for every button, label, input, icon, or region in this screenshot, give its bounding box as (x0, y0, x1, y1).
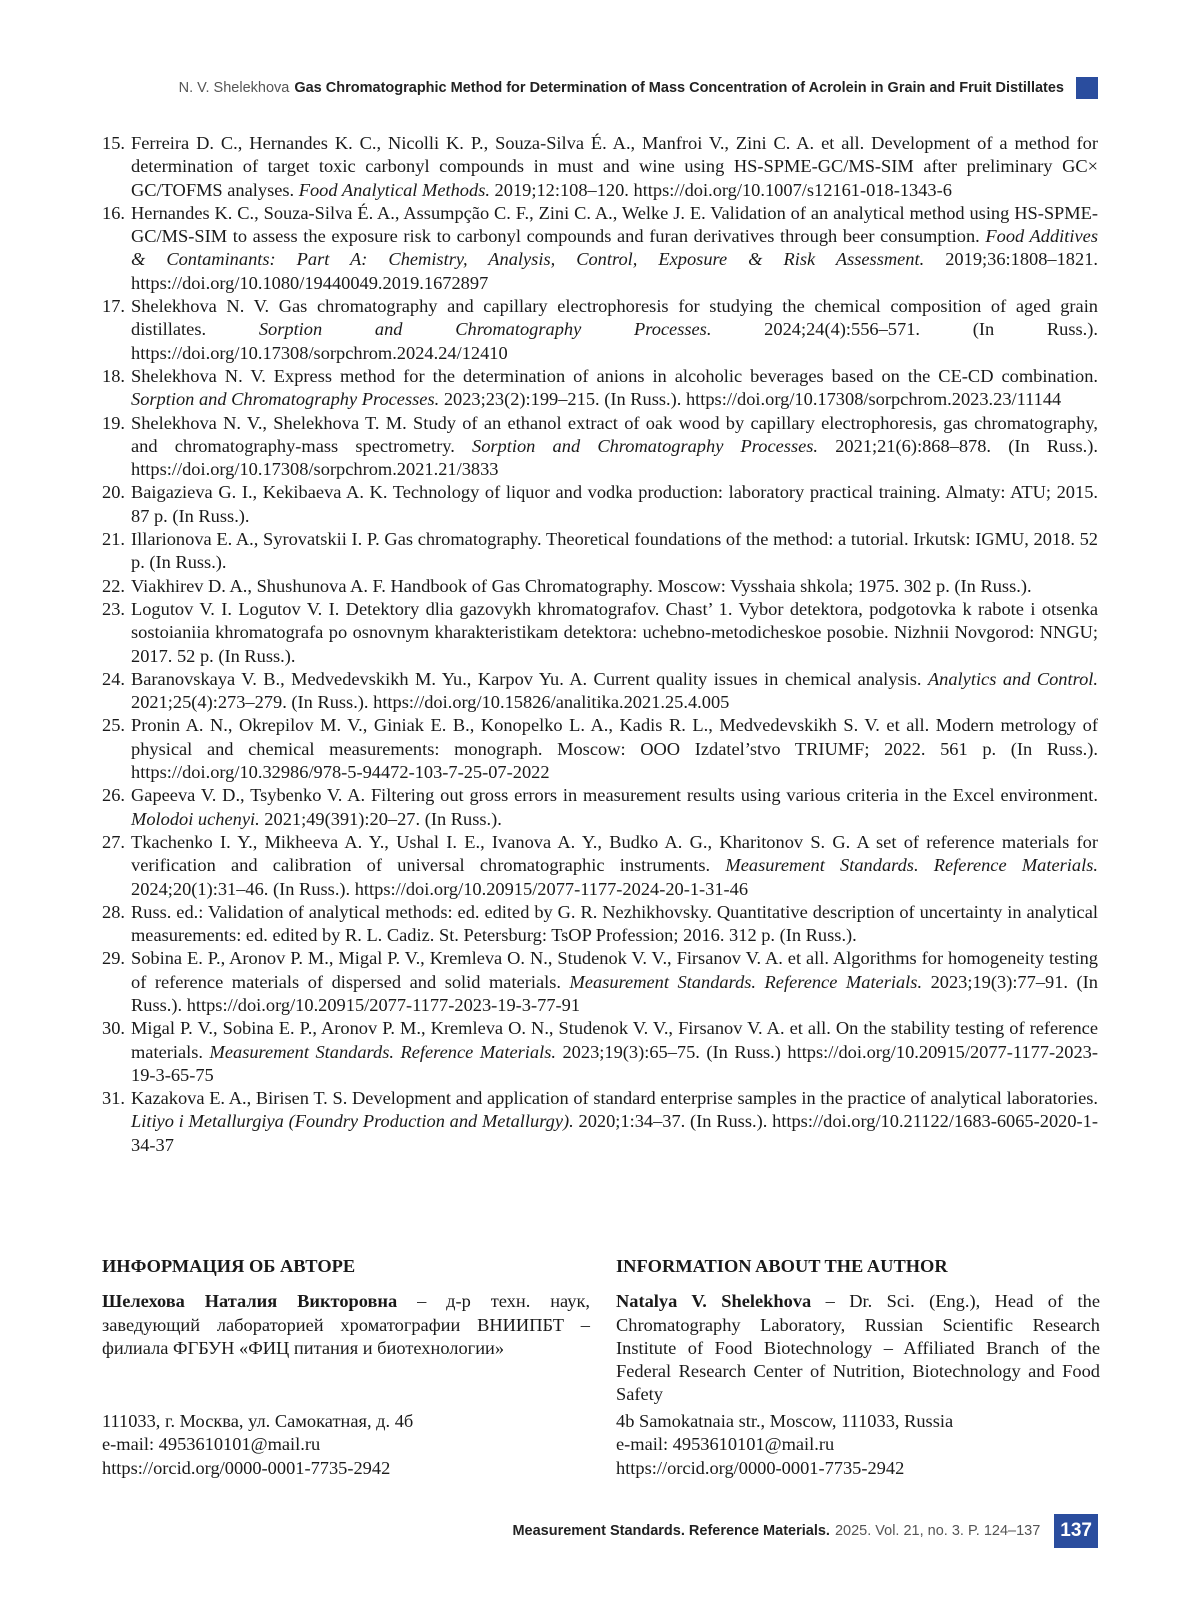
reference-number: 30. (102, 1018, 125, 1039)
author-info-heading-ru: ИНФОРМАЦИЯ ОБ АВТОРЕ (102, 1256, 356, 1276)
running-header (102, 76, 1098, 100)
reference-text: Shelekhova N. V. Express method for the determination of anions in alcoholic beverages based on the CE-CD combination. (131, 365, 1098, 386)
reference-tail: 2019;12:108–120. https://doi.org/10.1007/s12161-018-1343-6 (489, 179, 952, 200)
footer-journal-name: Measurement Standards. Reference Materials. (512, 1523, 830, 1539)
reference-tail: 2023;19(3):77–91. (In Russ.). https://doi.org/10.20915/2077-1177-2023-19-3-77-91 (131, 971, 1098, 1015)
page-footer (512, 1514, 1098, 1548)
author-email-en[interactable]: e-mail: 4953610101@mail.ru (616, 1434, 835, 1455)
reference-text: Russ. ed.: Validation of analytical methods: ed. edited by G. R. Nezhikhovsky. Quantitative description of uncertainty in analytical measurements: ed. edited by R. L. Cadiz. St. Petersburg: TsOP Profession; 2016. 312 p. (In Russ.). (131, 901, 1098, 946)
page-number: 137 (1054, 1514, 1098, 1548)
reference-item (102, 901, 1098, 948)
reference-text: Shelekhova N. V., Shelekhova T. M. Study of an ethanol extract of oak wood by capillary electrophoresis, gas chromatography, and chromatography-mass spectrometry. (131, 412, 1098, 456)
reference-text: Gapeeva V. D., Tsybenko V. A. Filtering out gross errors in measurement results using various criteria in the Excel environment. (131, 785, 1098, 806)
author-email-ru[interactable]: e-mail: 4953610101@mail.ru (102, 1434, 321, 1455)
reference-number: 19. (102, 412, 125, 433)
reference-number: 22. (102, 575, 125, 596)
reference-journal: Analytics and Control. (927, 668, 1098, 689)
author-contacts-ru (102, 1410, 413, 1480)
reference-text: Shelekhova N. V. Gas chromatography and capillary electrophoresis for studying the chemical composition of aged grain distillates. (131, 296, 1098, 340)
reference-item (102, 1087, 1098, 1157)
reference-journal: Food Additives & Contaminants: Part A: Chemistry, Analysis, Control, Exposure & Risk Assessment. (131, 226, 1098, 270)
reference-number: 18. (102, 365, 125, 386)
reference-text: Pronin A. N., Okrepilov M. V., Giniak E. B., Konopelko L. A., Kadis R. L., Medvedevskikh S. V. et all. Modern metrology of physical and chemical measurements: monograph. Moscow: OOO Izdatel’stvo TRIUMF; 2022. 561 p. (In Russ.). https://doi.org/10.32986/978-5-94472-103-7-25-07-2022 (131, 715, 1098, 783)
reference-item (102, 598, 1098, 668)
footer-issue-info: 2025. Vol. 21, no. 3. P. 124–137 (834, 1523, 1041, 1539)
author-info-heading-en: INFORMATION ABOUT THE AUTHOR (616, 1256, 948, 1276)
reference-tail: 2021;49(391):20–27. (In Russ.). (259, 808, 502, 829)
header-article-title: Gas Chromatographic Method for Determination of Mass Concentration of Acrolein in Grain and Fruit Distillates (294, 80, 1064, 96)
reference-item (102, 132, 1098, 202)
author-description-en (616, 1290, 1100, 1406)
reference-item (102, 1017, 1098, 1087)
reference-tail: 2024;24(4):556–571. (In Russ.). https://doi.org/10.17308/sorpchrom.2024.24/12410 (131, 319, 1098, 363)
reference-tail: 2023;23(2):199–215. (In Russ.). https://doi.org/10.17308/sorpchrom.2023.23/11144 (439, 389, 1062, 410)
reference-journal: Measurement Standards. Reference Materials. (725, 855, 1098, 876)
reference-text: Hernandes K. C., Souza-Silva É. A., Assumpção C. F., Zini C. A., Welke J. E. Validation of an analytical method using HS-SPME-GC/MS-SIM to assess the exposure risk to carbonyl compounds and furan derivatives through beer consumption. (131, 202, 1098, 247)
reference-item (102, 528, 1098, 575)
author-orcid-en[interactable]: https://orcid.org/0000-0001-7735-2942 (616, 1457, 905, 1478)
reference-number: 26. (102, 785, 125, 806)
reference-text: Illarionova E. A., Syrovatskii I. P. Gas chromatography. Theoretical foundations of the method: a tutorial. Irkutsk: IGMU, 2018. 52 p. (In Russ.). (131, 529, 1098, 573)
reference-number: 27. (102, 831, 125, 852)
reference-item (102, 295, 1098, 365)
reference-text: Viakhirev D. A., Shushunova A. F. Handbook of Gas Chromatography. Moscow: Vysshaia shkola; 1975. 302 p. (In Russ.). (131, 575, 1032, 596)
author-info-en (616, 1255, 1100, 1407)
reference-journal: Measurement Standards. Reference Materials. (569, 971, 923, 992)
reference-text: Tkachenko I. Y., Mikheeva A. Y., Ushal I. E., Ivanova A. Y., Budko A. G., Kharitonov S. G. A set of reference materials for verification and calibration of universal chromatographic instruments. (131, 831, 1098, 876)
author-orcid-ru[interactable]: https://orcid.org/0000-0001-7735-2942 (102, 1457, 391, 1478)
reference-number: 31. (102, 1088, 125, 1109)
reference-number: 24. (102, 668, 125, 689)
reference-text: Migal P. V., Sobina E. P., Aronov P. M., Kremleva O. N., Studenok V. V., Firsanov V. A. et all. On the stability testing of reference materials. (131, 1018, 1098, 1062)
reference-number: 21. (102, 529, 125, 550)
reference-tail: 2019;36:1808–1821. https://doi.org/10.1080/19440049.2019.1672897 (131, 249, 1098, 293)
reference-journal: Measurement Standards. Reference Materials. (209, 1041, 556, 1062)
reference-item (102, 412, 1098, 482)
reference-text: Ferreira D. C., Hernandes K. C., Nicolli K. P., Souza-Silva É. A., Manfroi V., Zini C. A. et all. Development of a method for determination of target toxic carbonyl compounds in must and wine using HS-SPME-GC/MS-SIM after preliminary GC× GC/TOFMS analyses. (131, 133, 1098, 200)
author-address-ru: 111033, г. Москва, ул. Самокатная, д. 4б (102, 1411, 414, 1431)
author-position-ru: – д-р техн. наук, заведующий лабораторией хроматографии ВНИИПБТ – филиала ФГБУН «ФИЦ питания и биотехнологии» (102, 1291, 590, 1358)
reference-journal: Food Analytical Methods. (298, 179, 490, 200)
reference-journal: Molodoi uchenyi. (131, 808, 260, 829)
reference-tail: 2021;21(6):868–878. (In Russ.). https://doi.org/10.17308/sorpchrom.2021.21/3833 (131, 435, 1098, 480)
reference-journal: Sorption and Chromatography Processes. (258, 319, 712, 340)
reference-text: Sobina E. P., Aronov P. M., Migal P. V., Kremleva O. N., Studenok V. V., Firsanov V. A. et all. Algorithms for homogeneity testing of reference materials of dispersed and solid materials. (131, 948, 1098, 992)
reference-journal: Litiyo i Metallurgiya (Foundry Production and Metallurgy). (131, 1111, 574, 1132)
reference-text: Baigazieva G. I., Kekibaeva A. K. Technology of liquor and vodka production: laboratory practical training. Almaty: ATU; 2015. 87 p. (In Russ.). (131, 482, 1098, 526)
reference-item (102, 714, 1098, 784)
header-accent-square (1076, 77, 1098, 99)
author-address-en: 4b Samokatnaia str., Moscow, 111033, Russia (616, 1411, 954, 1431)
reference-item (102, 481, 1098, 528)
reference-tail: 2024;20(1):31–46. (In Russ.). https://doi.org/10.20915/2077-1177-2024-20-1-31-46 (131, 878, 749, 899)
reference-tail: 2023;19(3):65–75. (In Russ.) https://doi.org/10.20915/2077-1177-2023-19-3-65-75 (131, 1041, 1098, 1085)
reference-number: 16. (102, 202, 125, 223)
reference-list (102, 132, 1098, 1157)
reference-number: 17. (102, 296, 125, 317)
reference-item (102, 575, 1098, 598)
header-author: N. V. Shelekhova (178, 80, 290, 96)
reference-number: 20. (102, 482, 125, 503)
reference-item (102, 668, 1098, 715)
author-name-ru: Шелехова Наталия Викторовна (102, 1291, 398, 1312)
reference-item (102, 784, 1098, 831)
reference-number: 25. (102, 715, 125, 736)
reference-number: 15. (102, 133, 125, 153)
author-position-en: – Dr. Sci. (Eng.), Head of the Chromatography Laboratory, Russian Scientific Research Institute of Food Biotechnology – Affiliated Branch of the Federal Research Center of Nutrition, Biotechnology and Food Safety (616, 1291, 1100, 1405)
author-info-ru (102, 1255, 590, 1406)
reference-item (102, 947, 1098, 1017)
reference-item (102, 202, 1098, 295)
reference-item (102, 831, 1098, 901)
author-name-en: Natalya V. Shelekhova (616, 1291, 812, 1312)
reference-journal: Sorption and Chromatography Processes. (472, 435, 819, 456)
reference-journal: Sorption and Chromatography Processes. (131, 389, 440, 410)
reference-text: Baranovskaya V. B., Medvedevskikh M. Yu., Karpov Yu. A. Current quality issues in chemical analysis. (131, 668, 928, 689)
reference-tail: 2021;25(4):273–279. (In Russ.). https://doi.org/10.15826/analitika.2021.25.4.005 (131, 692, 730, 713)
reference-number: 28. (102, 901, 125, 922)
author-contacts-en (616, 1410, 953, 1480)
author-description-ru (102, 1290, 590, 1406)
reference-number: 29. (102, 948, 125, 969)
reference-text: Logutov V. I. Logutov V. I. Detektory dlia gazovykh khromatografov. Chast’ 1. Vybor detektora, podgotovka k rabote i otsenka sostoianiia khromatografa po osnovnym kharakteristikam detektora: uchebno-metodicheskoe posobie. Nizhnii Novgorod: NNGU; 2017. 52 p. (In Russ.). (131, 598, 1098, 666)
reference-text: Kazakova E. A., Birisen T. S. Development and application of standard enterprise samples in the practice of analytical laboratories. (131, 1088, 1098, 1109)
reference-item (102, 365, 1098, 412)
reference-number: 23. (102, 598, 125, 619)
reference-tail: 2020;1:34–37. (In Russ.). https://doi.org/10.21122/1683-6065-2020-1-34-37 (131, 1111, 1098, 1155)
